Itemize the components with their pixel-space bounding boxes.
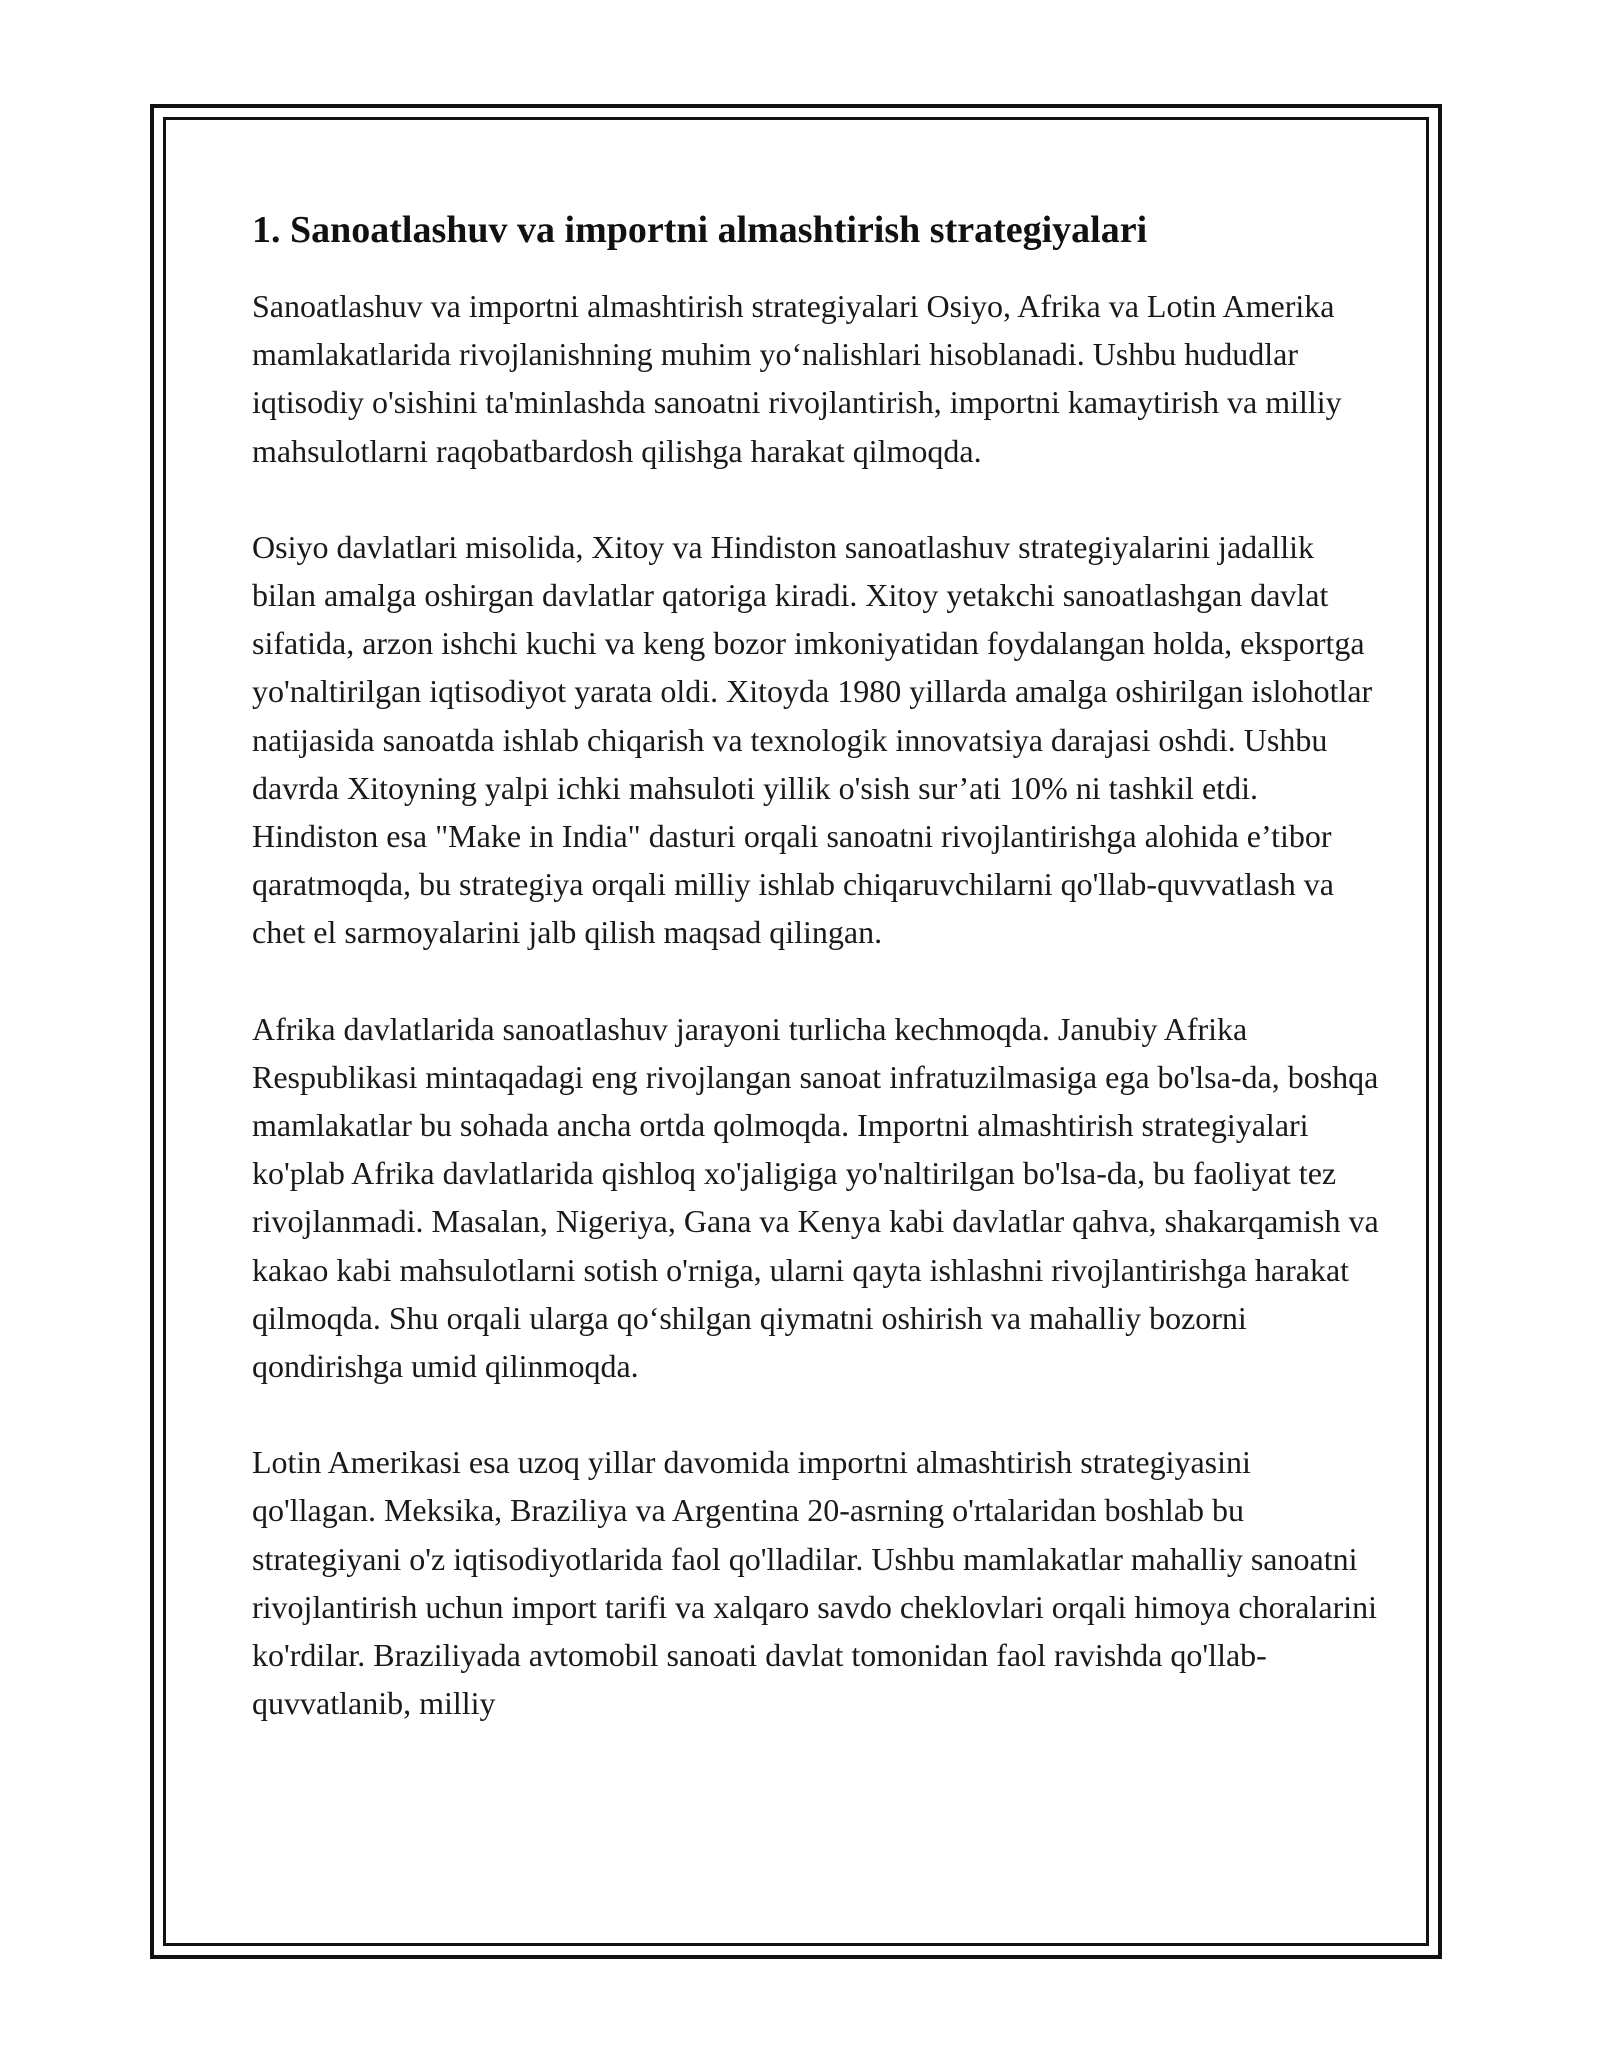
paragraph-africa: Afrika davlatlarida sanoatlashuv jarayoni turlicha kechmoqda. Janubiy Afrika Respublikasi mintaqadagi eng rivojlangan sanoat infratuzilmasiga ega bo'lsa-da, boshqa mamlakatlar bu sohada ancha ortda qolmoqda. Importni almashtirish strategiyalari ko'plab Afrika davlatlarida qishloq xo'jaligiga yo'naltirilgan bo'lsa-da, bu faoliyat tez rivojlanmadi. Masalan, Nigeriya, Gana va Kenya kabi davlatlar qahva, shakarqamish va kakao kabi mahsulotlarni sotish o'rniga, ularni qayta ishlashni rivojlantirishga harakat qilmoqda. Shu orqali ularga qo‘shilgan qiymatni oshirish va mahalliy bozorni qondirishga umid qilinmoqda. xyxy=(252,1010,1379,1385)
paragraph-latin-america: Lotin Amerikasi esa uzoq yillar davomida importni almashtirish strategiyasini qo'llagan. Meksika, Braziliya va Argentina 20-asrning o'rtalaridan boshlab bu strategiyani o'z iqtisodiyotlarida faol qo'lladilar. Ushbu mamlakatlar mahalliy sanoatni rivojlantirish uchun import tarifi va xalqaro savdo cheklovlari orqali himoya choralarini ko'rdilar. Braziliyada avtomobil sanoati davlat tomonidan faol ravishda qo'llab-quvvatlanib, milliy xyxy=(252,1444,1377,1722)
section-heading: 1. Sanoatlashuv va importni almashtirish strategiyalari xyxy=(252,209,1148,251)
paragraph-asia: Osiyo davlatlari misolida, Xitoy va Hindiston sanoatlashuv strategiyalarini jadallik bilan amalga oshirgan davlatlar qatoriga kiradi. Xitoy yetakchi sanoatlashgan davlat sifatida, arzon ishchi kuchi va keng bozor imkoniyatidan foydalangan holda, eksportga yo'naltirilgan iqtisodiyot yarata oldi. Xitoyda 1980 yillarda amalga oshirilgan islohotlar natijasida sanoatda ishlab chiqarish va texnologik innovatsiya darajasi oshdi. Ushbu davrda Xitoyning yalpi ichki mahsuloti yillik o'sish sur’ati 10% ni tashkil etdi. Hindiston esa "Make in India" dasturi orqali sanoatni rivojlantirishga alohida e’tibor qaratmoqda, bu strategiya orqali milliy ishlab chiqaruvchilarni qo'llab-quvvatlash va chet el sarmoyalarini jalb qilish maqsad qilingan. xyxy=(252,528,1373,951)
page-border-outer xyxy=(150,104,1442,1959)
paragraph-intro: Sanoatlashuv va importni almashtirish strategiyalari Osiyo, Afrika va Lotin Amerika mamlakatlarida rivojlanishning muhim yo‘nalishlari hisoblanadi. Ushbu hududlar iqtisodiy o'sishini ta'minlashda sanoatni rivojlantirish, importni kamaytirish va milliy mahsulotlarni raqobatbardosh qilishga harakat qilmoqda. xyxy=(252,288,1342,469)
document-body xyxy=(252,202,1380,1727)
page-border-inner xyxy=(163,117,1429,1946)
